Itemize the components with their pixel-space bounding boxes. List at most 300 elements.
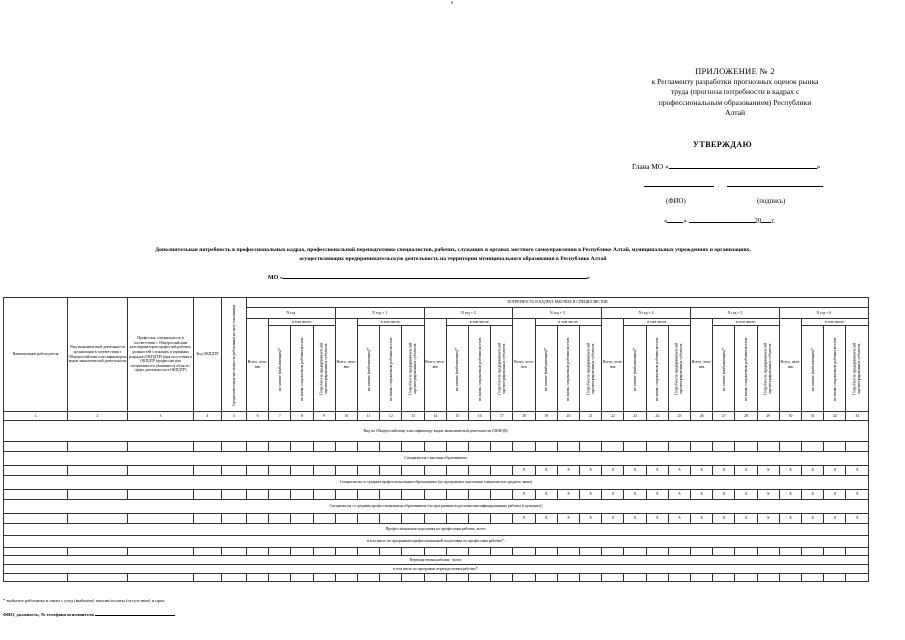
x-mark-cell: X xyxy=(513,466,535,476)
input-cell[interactable] xyxy=(68,548,128,556)
x-mark-cell: X xyxy=(557,514,579,524)
column-number: 13 xyxy=(402,412,424,421)
input-cell[interactable] xyxy=(513,442,535,452)
input-cell[interactable] xyxy=(358,442,380,452)
input-cell[interactable] xyxy=(313,548,335,556)
date-line xyxy=(664,215,775,225)
column-number: 32 xyxy=(824,412,846,421)
input-cell[interactable] xyxy=(713,548,735,556)
input-cell[interactable] xyxy=(380,442,402,452)
demand-table xyxy=(3,297,869,582)
approve-heading: УТВЕРЖДАЮ xyxy=(693,140,753,149)
year-header: N год + 5 xyxy=(691,308,780,319)
entry-row xyxy=(4,574,869,582)
input-cell[interactable] xyxy=(269,442,291,452)
input-cell[interactable] xyxy=(424,490,446,500)
mo-field[interactable] xyxy=(283,272,587,279)
x-mark-cell: X xyxy=(846,466,868,476)
input-cell[interactable] xyxy=(380,574,402,582)
input-cell[interactable] xyxy=(779,442,801,452)
x-mark-cell: X xyxy=(668,466,690,476)
input-cell[interactable] xyxy=(291,466,313,476)
column-number: 15 xyxy=(446,412,468,421)
input-cell[interactable] xyxy=(194,514,222,524)
input-cell[interactable] xyxy=(313,490,335,500)
input-cell[interactable] xyxy=(335,548,357,556)
appendix-block xyxy=(600,66,870,119)
appendix-line: труда (прогноза потребности в кадрах с xyxy=(670,87,800,96)
okved-row-label: Вид по Общероссийскому классификатору видов экономической деятельности (ОКВЭД): xyxy=(4,421,869,442)
month-field[interactable] xyxy=(689,215,755,223)
input-cell[interactable] xyxy=(402,466,424,476)
sub-col-header: Потребность предпринимателей зарегистрированных субъектов xyxy=(313,326,335,412)
executor-label: ФИО, должность, № телефона исполнителя xyxy=(3,612,94,617)
head-close: » xyxy=(816,162,821,171)
input-cell[interactable] xyxy=(491,514,513,524)
input-cell[interactable] xyxy=(446,548,468,556)
input-cell[interactable] xyxy=(269,548,291,556)
total-header: Всего, чело-век xyxy=(335,319,357,412)
input-cell[interactable] xyxy=(513,574,535,582)
input-cell[interactable] xyxy=(469,574,491,582)
x-mark-cell: X xyxy=(535,466,557,476)
column-number: 10 xyxy=(335,412,357,421)
column-number: 11 xyxy=(358,412,380,421)
input-cell[interactable] xyxy=(380,548,402,556)
input-cell[interactable] xyxy=(469,490,491,500)
x-mark-cell: X xyxy=(802,466,824,476)
input-cell[interactable] xyxy=(802,442,824,452)
input-cell[interactable] xyxy=(222,514,247,524)
signature-line[interactable] xyxy=(727,186,823,187)
document-title-line2: осуществляющих предпринимательскую деятельность на территории муниципального образования в Республике Алтай xyxy=(299,255,607,262)
x-mark-cell: X xyxy=(691,490,713,500)
entry-row xyxy=(4,490,869,500)
input-cell[interactable] xyxy=(624,574,646,582)
input-cell[interactable] xyxy=(646,548,668,556)
total-header: Всего, чело-век xyxy=(691,319,713,412)
col-header-employer: Наименование работодателя xyxy=(4,298,68,412)
input-cell[interactable] xyxy=(402,490,424,500)
higher-edu-row xyxy=(4,452,869,466)
input-cell[interactable] xyxy=(580,574,602,582)
document-title xyxy=(10,246,896,263)
column-number: 23 xyxy=(624,412,646,421)
input-cell[interactable] xyxy=(128,514,194,524)
column-number: 24 xyxy=(646,412,668,421)
input-cell[interactable] xyxy=(194,548,222,556)
numbering-row xyxy=(4,412,869,421)
input-cell[interactable] xyxy=(194,490,222,500)
input-cell[interactable] xyxy=(491,442,513,452)
input-cell[interactable] xyxy=(68,574,128,582)
x-mark-cell: X xyxy=(668,490,690,500)
head-name-field[interactable] xyxy=(669,160,817,169)
sub-col-header: по вновь создаваемым рабочим местам xyxy=(380,326,402,412)
column-number: 8 xyxy=(291,412,313,421)
input-cell[interactable] xyxy=(424,466,446,476)
x-mark-cell: X xyxy=(602,490,624,500)
input-cell[interactable] xyxy=(313,574,335,582)
year-label: 20 xyxy=(754,218,762,225)
mo-label: МО « xyxy=(268,275,283,281)
input-cell[interactable] xyxy=(668,574,690,582)
x-mark-cell: X xyxy=(735,514,757,524)
year-header: N год xyxy=(247,308,336,319)
x-mark-cell: X xyxy=(757,514,779,524)
col-header-demand-group: ПОТРЕБНОСТЬ В КАДРАХ РАБОЧИХ И СПЕЦИАЛИСТОВ xyxy=(247,298,869,308)
column-number: 2 xyxy=(68,412,128,421)
input-cell[interactable] xyxy=(757,574,779,582)
input-cell[interactable] xyxy=(469,514,491,524)
input-cell[interactable] xyxy=(713,442,735,452)
year-suffix: г. xyxy=(771,218,776,225)
input-cell[interactable] xyxy=(68,442,128,452)
input-cell[interactable] xyxy=(469,466,491,476)
input-cell[interactable] xyxy=(358,548,380,556)
input-cell[interactable] xyxy=(4,466,68,476)
x-mark-cell: X xyxy=(713,466,735,476)
input-cell[interactable] xyxy=(602,442,624,452)
input-cell[interactable] xyxy=(291,514,313,524)
input-cell[interactable] xyxy=(824,442,846,452)
input-cell[interactable] xyxy=(128,466,194,476)
input-cell[interactable] xyxy=(128,548,194,556)
column-number: 18 xyxy=(513,412,535,421)
col-header-okpdtr-code: Код ОКПДТР xyxy=(194,298,222,412)
incl-header: в том числе: xyxy=(802,319,869,326)
sub-col-header: Потребность предпринимателей зарегистрированных субъектов xyxy=(846,326,868,412)
x-mark-cell: X xyxy=(691,466,713,476)
input-cell[interactable] xyxy=(402,548,424,556)
input-cell[interactable] xyxy=(424,442,446,452)
input-cell[interactable] xyxy=(491,548,513,556)
input-cell[interactable] xyxy=(194,442,222,452)
col-header-headcount: Среднесписочная численность работников на дату заполнения xyxy=(222,298,247,412)
input-cell[interactable] xyxy=(846,548,868,556)
retrain-row-label: Переподготовка рабочих - всего: xyxy=(4,556,869,565)
total-header: Всего, чело-век xyxy=(247,319,269,412)
input-cell[interactable] xyxy=(735,442,757,452)
input-cell[interactable] xyxy=(269,574,291,582)
input-cell[interactable] xyxy=(222,466,247,476)
column-number: 28 xyxy=(735,412,757,421)
incl-header: в том числе: xyxy=(713,319,780,326)
sub-col-header: по вновь создаваемым рабочим местам xyxy=(646,326,668,412)
column-number: 5 xyxy=(222,412,247,421)
sub-col-header: по замене (выбывающих)* xyxy=(269,326,291,412)
input-cell[interactable] xyxy=(4,574,68,582)
input-cell[interactable] xyxy=(691,442,713,452)
input-cell[interactable] xyxy=(491,466,513,476)
input-cell[interactable] xyxy=(222,490,247,500)
col-header-okved: Вид экономической деятельности организации в соответствии с Общероссийским классификатором видов экономической деятельности xyxy=(68,298,128,412)
input-cell[interactable] xyxy=(846,574,868,582)
input-cell[interactable] xyxy=(222,574,247,582)
head-signature-line xyxy=(632,160,820,171)
input-cell[interactable] xyxy=(846,442,868,452)
x-mark-cell: X xyxy=(735,490,757,500)
day-field[interactable] xyxy=(667,215,683,223)
date-close: » xyxy=(683,218,687,225)
sub-col-header: по вновь создаваемым рабочим местам xyxy=(824,326,846,412)
sub-col-header: по замене (выбывающих)* xyxy=(624,326,646,412)
column-number: 3 xyxy=(128,412,194,421)
x-mark-cell: X xyxy=(624,490,646,500)
document-title-line1: Дополнительная потребность в профессиональных кадрах, профессиональной переподготовке специалистов, рабочих, служащих в органах местного самоуправления в Республике Алтай, муниципальных учреждениях и организациях, xyxy=(155,247,751,253)
input-cell[interactable] xyxy=(580,548,602,556)
column-number: 30 xyxy=(779,412,801,421)
x-mark-cell: X xyxy=(535,490,557,500)
input-cell[interactable] xyxy=(358,466,380,476)
input-cell[interactable] xyxy=(535,574,557,582)
x-mark-cell: X xyxy=(602,514,624,524)
input-cell[interactable] xyxy=(691,548,713,556)
sub-col-header: по замене (выбывающих)* xyxy=(535,326,557,412)
input-cell[interactable] xyxy=(358,574,380,582)
okved-row xyxy=(4,421,869,442)
input-cell[interactable] xyxy=(424,548,446,556)
input-cell[interactable] xyxy=(247,466,269,476)
x-mark-cell: X xyxy=(713,514,735,524)
input-cell[interactable] xyxy=(824,574,846,582)
spo-workers-row xyxy=(4,500,869,514)
input-cell[interactable] xyxy=(402,514,424,524)
input-cell[interactable] xyxy=(313,514,335,524)
input-cell[interactable] xyxy=(668,548,690,556)
input-cell[interactable] xyxy=(446,514,468,524)
signature-label: (подпись) xyxy=(757,198,786,205)
input-cell[interactable] xyxy=(491,574,513,582)
x-mark-cell: X xyxy=(580,490,602,500)
incl-header: в том числе: xyxy=(535,319,602,326)
input-cell[interactable] xyxy=(222,548,247,556)
x-mark-cell: X xyxy=(779,490,801,500)
input-cell[interactable] xyxy=(779,548,801,556)
input-cell[interactable] xyxy=(446,442,468,452)
x-mark-cell: X xyxy=(668,514,690,524)
x-mark-cell: X xyxy=(779,514,801,524)
input-cell[interactable] xyxy=(491,490,513,500)
year-header: N год + 1 xyxy=(335,308,424,319)
input-cell[interactable] xyxy=(380,466,402,476)
input-cell[interactable] xyxy=(802,574,824,582)
input-cell[interactable] xyxy=(194,466,222,476)
spo-mid-row xyxy=(4,476,869,490)
column-number: 17 xyxy=(491,412,513,421)
input-cell[interactable] xyxy=(602,574,624,582)
input-cell[interactable] xyxy=(291,548,313,556)
column-number: 7 xyxy=(269,412,291,421)
input-cell[interactable] xyxy=(194,574,222,582)
input-cell[interactable] xyxy=(4,548,68,556)
column-number: 14 xyxy=(424,412,446,421)
input-cell[interactable] xyxy=(358,514,380,524)
input-cell[interactable] xyxy=(402,574,424,582)
input-cell[interactable] xyxy=(269,514,291,524)
input-cell[interactable] xyxy=(335,514,357,524)
input-cell[interactable] xyxy=(446,574,468,582)
input-cell[interactable] xyxy=(668,442,690,452)
sub-col-header: Потребность предпринимателей зарегистрированных субъектов xyxy=(402,326,424,412)
x-mark-cell: X xyxy=(624,514,646,524)
input-cell[interactable] xyxy=(4,490,68,500)
date-open: « xyxy=(664,218,668,225)
total-header: Всего, чело-век xyxy=(513,319,535,412)
mo-close: » xyxy=(586,275,590,281)
executor-field[interactable] xyxy=(95,610,175,616)
input-cell[interactable] xyxy=(802,548,824,556)
input-cell[interactable] xyxy=(424,574,446,582)
spo-mid-row-label: Специалисты со средним профессиональным образованием (по программам подготовки специалистов среднего звена) xyxy=(4,476,869,490)
year-header: N год + 3 xyxy=(513,308,602,319)
input-cell[interactable] xyxy=(128,490,194,500)
input-cell[interactable] xyxy=(580,442,602,452)
column-number: 1 xyxy=(4,412,68,421)
head-label: Глава МО « xyxy=(632,162,669,171)
input-cell[interactable] xyxy=(128,442,194,452)
input-cell[interactable] xyxy=(646,442,668,452)
incl-header: в том числе: xyxy=(446,319,513,326)
x-mark-cell: X xyxy=(624,466,646,476)
entry-row xyxy=(4,442,869,452)
input-cell[interactable] xyxy=(380,514,402,524)
input-cell[interactable] xyxy=(335,466,357,476)
higher-edu-row-label: Специалисты с высшим образованием: xyxy=(4,452,869,466)
input-cell[interactable] xyxy=(128,574,194,582)
x-mark-cell: X xyxy=(513,514,535,524)
column-number: 6 xyxy=(247,412,269,421)
input-cell[interactable] xyxy=(68,466,128,476)
input-cell[interactable] xyxy=(313,466,335,476)
input-cell[interactable] xyxy=(68,514,128,524)
x-mark-cell: X xyxy=(846,514,868,524)
x-mark-cell: X xyxy=(757,466,779,476)
input-cell[interactable] xyxy=(624,442,646,452)
input-cell[interactable] xyxy=(446,466,468,476)
input-cell[interactable] xyxy=(535,442,557,452)
incl-header: в том числе: xyxy=(358,319,425,326)
column-number: 21 xyxy=(580,412,602,421)
input-cell[interactable] xyxy=(247,514,269,524)
input-cell[interactable] xyxy=(4,442,68,452)
input-cell[interactable] xyxy=(269,466,291,476)
x-mark-cell: X xyxy=(846,490,868,500)
input-cell[interactable] xyxy=(68,490,128,500)
input-cell[interactable] xyxy=(513,548,535,556)
col-header-profession: Профессия, специальность в соответствии с Общероссийским классификатором профессий рабочих, должностей служащих и тарифных разрядов (ОКПДТР) (при отсутствии в ОКПДТР профессии или специальности указывается область / сфера деятельности в ОКПДТР) xyxy=(128,298,194,412)
x-mark-cell: X xyxy=(535,514,557,524)
input-cell[interactable] xyxy=(291,442,313,452)
input-cell[interactable] xyxy=(691,574,713,582)
input-cell[interactable] xyxy=(247,490,269,500)
input-cell[interactable] xyxy=(779,574,801,582)
input-cell[interactable] xyxy=(335,490,357,500)
x-mark-cell: X xyxy=(513,490,535,500)
retrain-row xyxy=(4,556,869,565)
fio-label: (ФИО) xyxy=(666,198,686,205)
x-mark-cell: X xyxy=(691,514,713,524)
executor-line xyxy=(3,610,175,617)
input-cell[interactable] xyxy=(358,490,380,500)
input-cell[interactable] xyxy=(247,442,269,452)
input-cell[interactable] xyxy=(247,574,269,582)
x-mark-cell: X xyxy=(602,466,624,476)
input-cell[interactable] xyxy=(335,442,357,452)
footnote-1: * выбытие работника в связи с уход (выбытие) пенсии/оплаты (отсутствие) и проч. xyxy=(3,598,166,603)
input-cell[interactable] xyxy=(557,574,579,582)
retrain-incl-row-label: в том числе по программе переподготовки рабочих*: xyxy=(4,565,869,574)
input-cell[interactable] xyxy=(380,490,402,500)
x-mark-cell: X xyxy=(735,466,757,476)
entry-row xyxy=(4,514,869,524)
sub-col-header: Потребность предпринимателей зарегистрированных субъектов xyxy=(491,326,513,412)
input-cell[interactable] xyxy=(646,574,668,582)
appendix-line: Алтай xyxy=(724,108,746,117)
input-cell[interactable] xyxy=(735,548,757,556)
input-cell[interactable] xyxy=(446,490,468,500)
input-cell[interactable] xyxy=(4,514,68,524)
appendix-title: ПРИЛОЖЕНИЕ № 2 xyxy=(695,66,775,76)
input-cell[interactable] xyxy=(535,548,557,556)
input-cell[interactable] xyxy=(247,548,269,556)
incl-header: в том числе: xyxy=(269,319,336,326)
input-cell[interactable] xyxy=(269,490,291,500)
input-cell[interactable] xyxy=(469,548,491,556)
x-mark-cell: X xyxy=(802,514,824,524)
input-cell[interactable] xyxy=(291,490,313,500)
x-mark-cell: X xyxy=(757,490,779,500)
input-cell[interactable] xyxy=(291,574,313,582)
input-cell[interactable] xyxy=(424,514,446,524)
input-cell[interactable] xyxy=(402,442,424,452)
sub-col-header: по замене (выбывающих)* xyxy=(446,326,468,412)
prof-train-incl-row-label: в том числе по программам профессиональной подготовки по профессиям рабочих*: xyxy=(4,536,869,548)
x-mark-cell: X xyxy=(646,490,668,500)
x-mark-cell: X xyxy=(557,466,579,476)
sub-col-header: по замене (выбывающих)* xyxy=(713,326,735,412)
input-cell[interactable] xyxy=(713,574,735,582)
year-header: N год + 6 xyxy=(779,308,868,319)
x-mark-cell: X xyxy=(646,514,668,524)
input-cell[interactable] xyxy=(557,442,579,452)
year-field[interactable] xyxy=(761,215,771,223)
fio-line[interactable] xyxy=(644,186,714,187)
input-cell[interactable] xyxy=(602,548,624,556)
x-mark-cell: X xyxy=(824,466,846,476)
input-cell[interactable] xyxy=(557,548,579,556)
sub-col-header: Потребность предпринимателей зарегистрированных субъектов xyxy=(580,326,602,412)
input-cell[interactable] xyxy=(469,442,491,452)
input-cell[interactable] xyxy=(335,574,357,582)
input-cell[interactable] xyxy=(624,548,646,556)
input-cell[interactable] xyxy=(313,442,335,452)
input-cell[interactable] xyxy=(757,442,779,452)
x-mark-cell: X xyxy=(646,466,668,476)
column-number: 9 xyxy=(313,412,335,421)
input-cell[interactable] xyxy=(222,442,247,452)
column-number: 33 xyxy=(846,412,868,421)
input-cell[interactable] xyxy=(735,574,757,582)
total-header: Всего, чело-век xyxy=(779,319,801,412)
input-cell[interactable] xyxy=(824,548,846,556)
column-number: 25 xyxy=(668,412,690,421)
sub-col-header: Потребность предпринимателей зарегистрированных субъектов xyxy=(757,326,779,412)
column-number: 16 xyxy=(469,412,491,421)
column-number: 31 xyxy=(802,412,824,421)
year-header: N год + 2 xyxy=(424,308,513,319)
input-cell[interactable] xyxy=(757,548,779,556)
